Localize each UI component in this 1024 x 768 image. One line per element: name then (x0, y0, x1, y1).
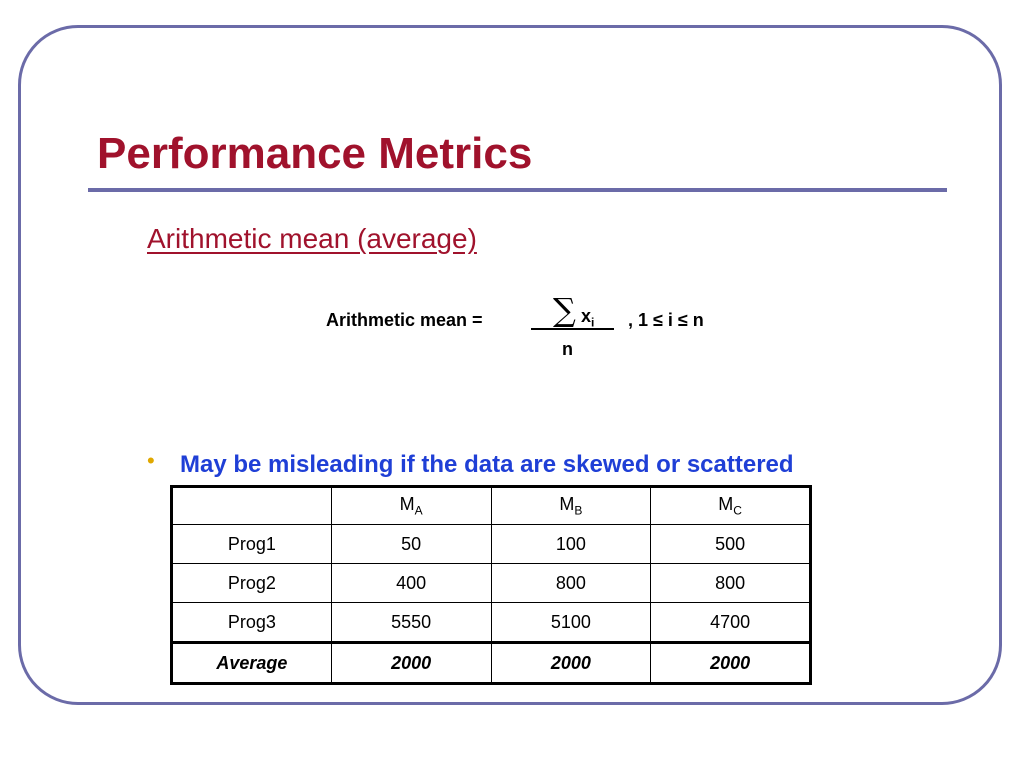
bullet-marker: • (147, 448, 155, 473)
table-cell: Prog3 (172, 603, 332, 643)
formula-numerator (531, 291, 614, 330)
x-variable: x (581, 306, 592, 326)
formula-range: , 1 ≤ i ≤ n (628, 310, 704, 330)
table-cell: Prog1 (172, 525, 332, 564)
table-cell: 2000 (651, 643, 811, 684)
table-cell: 5550 (331, 603, 491, 643)
table-average-row (172, 643, 811, 684)
x-sub-i (581, 306, 594, 330)
arithmetic-mean-formula (326, 290, 746, 370)
table-row (172, 603, 811, 643)
table-cell: 400 (331, 564, 491, 603)
table-row (172, 564, 811, 603)
table-cell: 50 (331, 525, 491, 564)
table-cell: 2000 (331, 643, 491, 684)
table-header-cell: $M_C$ (651, 487, 811, 525)
table-cell: Average (172, 643, 332, 684)
table-header-cell: $M_B$ (491, 487, 651, 525)
slide-title: Performance Metrics (97, 129, 533, 178)
table-row (172, 525, 811, 564)
table-cell: 800 (491, 564, 651, 603)
table-header-cell (172, 487, 332, 525)
title-divider (88, 188, 947, 192)
table-cell: 4700 (651, 603, 811, 643)
formula-lhs: Arithmetic mean = (326, 310, 483, 330)
table-cell: 800 (651, 564, 811, 603)
subheading: Arithmetic mean (average) (147, 223, 477, 254)
table-cell: 2000 (491, 643, 651, 684)
data-table (170, 485, 812, 685)
table-header-row (172, 487, 811, 525)
table-cell: 5100 (491, 603, 651, 643)
table-cell: Prog2 (172, 564, 332, 603)
i-subscript: i (591, 315, 595, 330)
formula-denominator: n (562, 339, 573, 359)
sigma-symbol: ∑ (553, 291, 576, 329)
bullet-text: May be misleading if the data are skewed or scattered (180, 451, 794, 478)
table-header-cell: $M_A$ (331, 487, 491, 525)
table-cell: 500 (651, 525, 811, 564)
table-cell: 100 (491, 525, 651, 564)
